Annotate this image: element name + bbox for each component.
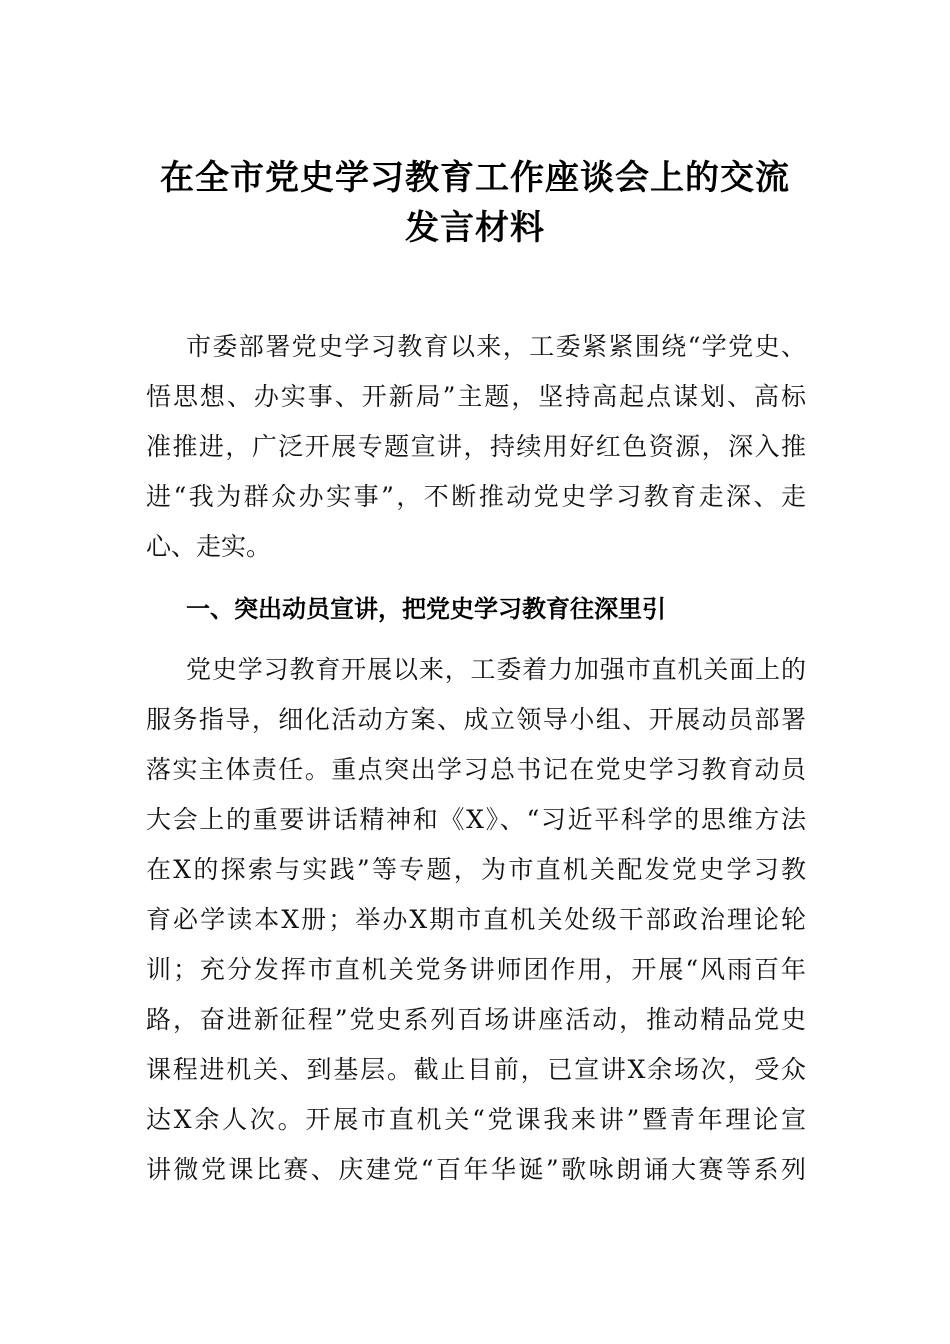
intro-paragraph-line: 进“我为群众办实事”，不断推动党史学习教育走深、走 [146, 482, 806, 511]
intro-paragraph-line: 心、走实。 [146, 532, 272, 561]
intro-paragraph-line: 准推进，广泛开展专题宣讲，持续用好红色资源，深入推 [146, 432, 806, 461]
section-paragraph-line: 服务指导，细化活动方案、成立领导小组、开展动员部署 [146, 705, 806, 734]
section-paragraph-line: 在X的探索与实践”等专题，为市直机关配发党史学习教 [146, 855, 806, 884]
section-paragraph-line: 训；充分发挥市直机关党务讲师团作用，开展“风雨百年 [146, 955, 806, 984]
document-title-line-1: 在全市党史学习教育工作座谈会上的交流 [160, 158, 790, 198]
section-paragraph-line: 讲微党课比赛、庆建党“百年华诞”歌咏朗诵大赛等系列 [146, 1155, 806, 1184]
intro-paragraph-line: 悟思想、办实事、开新局”主题，坚持高起点谋划、高标 [146, 382, 806, 411]
section-heading: 一、突出动员宣讲，把党史学习教育往深里引 [186, 595, 666, 623]
section-paragraph-line: 大会上的重要讲话精神和《X》、“习近平科学的思维方法 [146, 805, 806, 834]
section-paragraph-line: 落实主体责任。重点突出学习总书记在党史学习教育动员 [146, 755, 806, 784]
section-paragraph-line: 党史学习教育开展以来，工委着力加强市直机关面上的 [186, 655, 806, 684]
section-paragraph-line: 课程进机关、到基层。截止目前，已宣讲X余场次，受众 [146, 1055, 806, 1084]
document-title-line-2: 发言材料 [405, 208, 545, 248]
intro-paragraph-line: 市委部署党史学习教育以来，工委紧紧围绕“学党史、 [186, 332, 806, 361]
section-paragraph-line: 育必学读本X册；举办X期市直机关处级干部政治理论轮 [146, 905, 806, 934]
section-paragraph-line: 达X余人次。开展市直机关“党课我来讲”暨青年理论宣 [146, 1105, 806, 1134]
section-paragraph-line: 路，奋进新征程”党史系列百场讲座活动，推动精品党史 [146, 1005, 806, 1034]
